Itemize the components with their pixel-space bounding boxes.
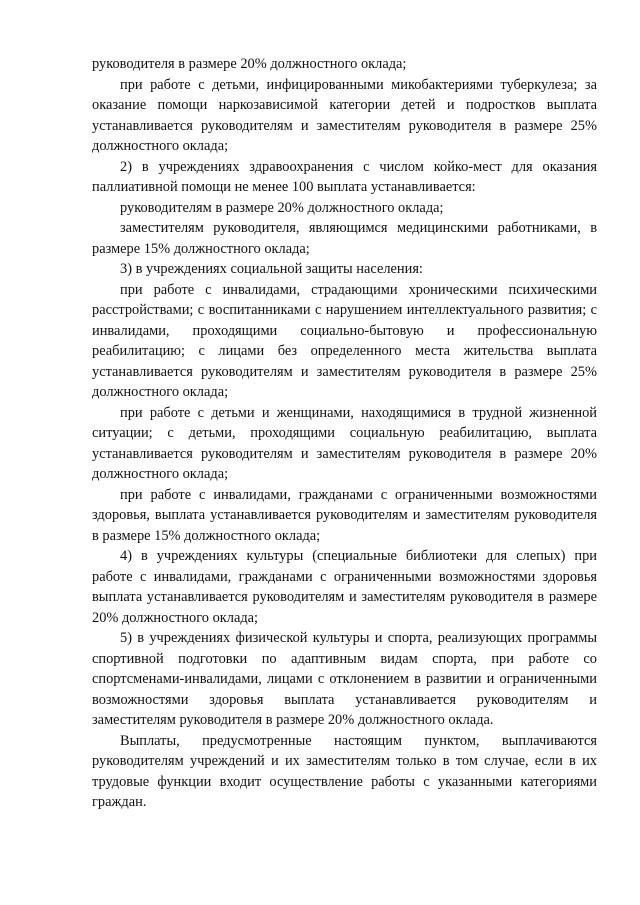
document-body [92,54,597,813]
paragraph-disabled-15: при работе с инвалидами, гражданами с ограниченными возможностями здоровья, выплата устанавливается руководителям и заместителям руководителя в размере 15% должностного оклада; [92,486,597,544]
paragraph-disabled-25: при работе с инвалидами, страдающими хроническими психическими расстройствами; с воспитанниками с нарушением интеллектуального развития; с инвалидами, проходящими социально-бытовую и профессиональную реабилитацию; с лицами без определенного места жительства выплата устанавливается руководителям и заместителям руководителя в размере 25% должностного оклада; [92,281,597,400]
paragraph-continuation: руководителя в размере 20% должностного оклада; [92,56,407,72]
paragraph-managers-20: руководителям в размере 20% должностного оклада; [120,199,444,216]
paragraph-children-women-20: при работе с детьми и женщинами, находящимися в трудной жизненной ситуации; с детьми, проходящими социальную реабилитацию, выплата устанавливается руководителям и заместителям руководителя в размере 20% должностного оклада; [92,404,597,482]
paragraph-item-4-culture: 4) в учреждениях культуры (специальные библиотеки для слепых) при работе с инвалидами, гражданами с ограниченными возможностями здоровья выплата устанавливается руководителям и заместителям руководителя в размере 20% должностного оклада; [92,548,597,626]
paragraph-item-2-healthcare: 2) в учреждениях здравоохранения с числом койко-мест для оказания паллиативной помощи не менее 100 выплата устанавливается: [92,158,597,195]
paragraph-payments-note: Выплаты, предусмотренные настоящим пунктом, выплачиваются руководителям учреждений и их заместителям только в том случае, если в их трудовые функции входит осуществление работы с указанными категориями граждан. [92,732,597,810]
paragraph-item-5-sport: 5) в учреждениях физической культуры и спорта, реализующих программы спортивной подготовки по адаптивным видам спорта, при работе со спортсменами-инвалидами, лицами с отклонением в развитии и ограниченными возможностями здоровья выплата устанавливается руководителям и заместителям руководителя в размере 20% должностного оклада. [92,630,597,728]
paragraph-tuberculosis: при работе с детьми, инфицированными микобактериями туберкулеза; за оказание помощи наркозависимой категории детей и подростков выплата устанавливается руководителям и заместителям руководителя в размере 25% должностного оклада; [92,76,597,154]
paragraph-item-3-social: 3) в учреждениях социальной защиты населения: [120,261,423,277]
paragraph-deputies-15: заместителям руководителя, являющимся медицинскими работниками, в размере 15% должностного оклада; [92,220,597,257]
